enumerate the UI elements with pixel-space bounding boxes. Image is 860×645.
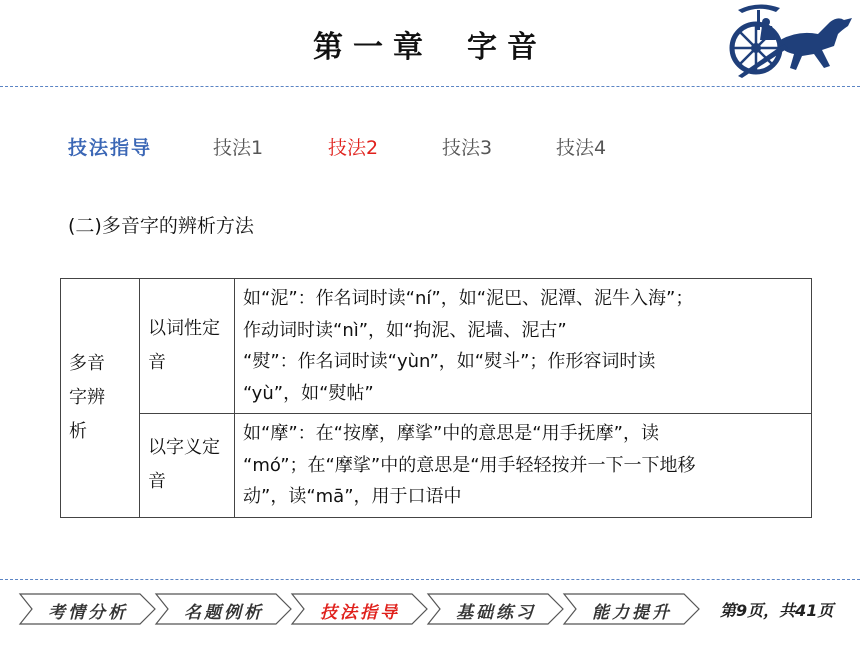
tab-technique-3[interactable]: 技法3 [442, 137, 493, 159]
header-divider [0, 86, 860, 87]
tab-technique-4[interactable]: 技法4 [556, 137, 607, 159]
table-row [61, 414, 812, 518]
nav-item-technique-guide[interactable] [290, 592, 430, 626]
method-label: 以词性定音 [148, 318, 220, 373]
explanation-line: “mó”；在“摩挲”中的意思是“用手轻轻按并一下一下地移 [243, 454, 696, 476]
tab-technique-1[interactable]: 技法1 [213, 137, 264, 159]
nav-label: 名题例析 [184, 603, 264, 623]
explanation-cell [235, 279, 812, 414]
nav-label: 能力提升 [592, 603, 672, 623]
explanation-line: 如“摩”：在“按摩，摩挲”中的意思是“用手抚摩”，读 [243, 423, 659, 444]
explanation-line: “yù”，如“熨帖” [243, 382, 374, 404]
tab-technique-2[interactable]: 技法2 [328, 137, 379, 159]
method-cell [140, 279, 235, 414]
explanation-line: 如“泥”：作名词时读“ní”，如“泥巴、泥潭、泥牛入海”； [243, 288, 694, 309]
bottom-nav [18, 592, 718, 626]
category-cell [61, 279, 140, 518]
explanation-line: 动”，读“mā”，用于口语中 [243, 486, 462, 507]
nav-item-ability-boost[interactable] [562, 592, 702, 626]
polyphone-table [60, 278, 812, 518]
footer-divider [0, 579, 860, 580]
explanation-line: “熨”：作名词时读“yùn”，如“熨斗”；作形容词时读 [243, 351, 656, 372]
category-label: 多音字辨析 [69, 352, 105, 442]
topic-label: 字音 [467, 30, 547, 65]
chapter-label: 第一章 [313, 30, 433, 65]
page-indicator: 第9页，共41页 [720, 601, 834, 620]
explanation-cell [235, 414, 812, 518]
nav-item-example-analysis[interactable] [154, 592, 294, 626]
method-cell [140, 414, 235, 518]
tab-heading: 技法指导 [68, 137, 153, 159]
chariot-logo-icon [718, 0, 858, 86]
nav-item-exam-analysis[interactable] [18, 592, 158, 626]
table-row [61, 279, 812, 414]
method-label: 以字义定音 [148, 437, 220, 493]
nav-item-basic-practice[interactable] [426, 592, 566, 626]
nav-label: 考情分析 [48, 603, 128, 623]
nav-label: 基础练习 [456, 603, 536, 623]
section-title: (二)多音字的辨析方法 [68, 215, 254, 237]
nav-label: 技法指导 [320, 603, 400, 623]
technique-tabs [0, 133, 860, 159]
explanation-line: 作动词时读“nì”，如“拘泥、泥墙、泥古” [243, 319, 567, 341]
